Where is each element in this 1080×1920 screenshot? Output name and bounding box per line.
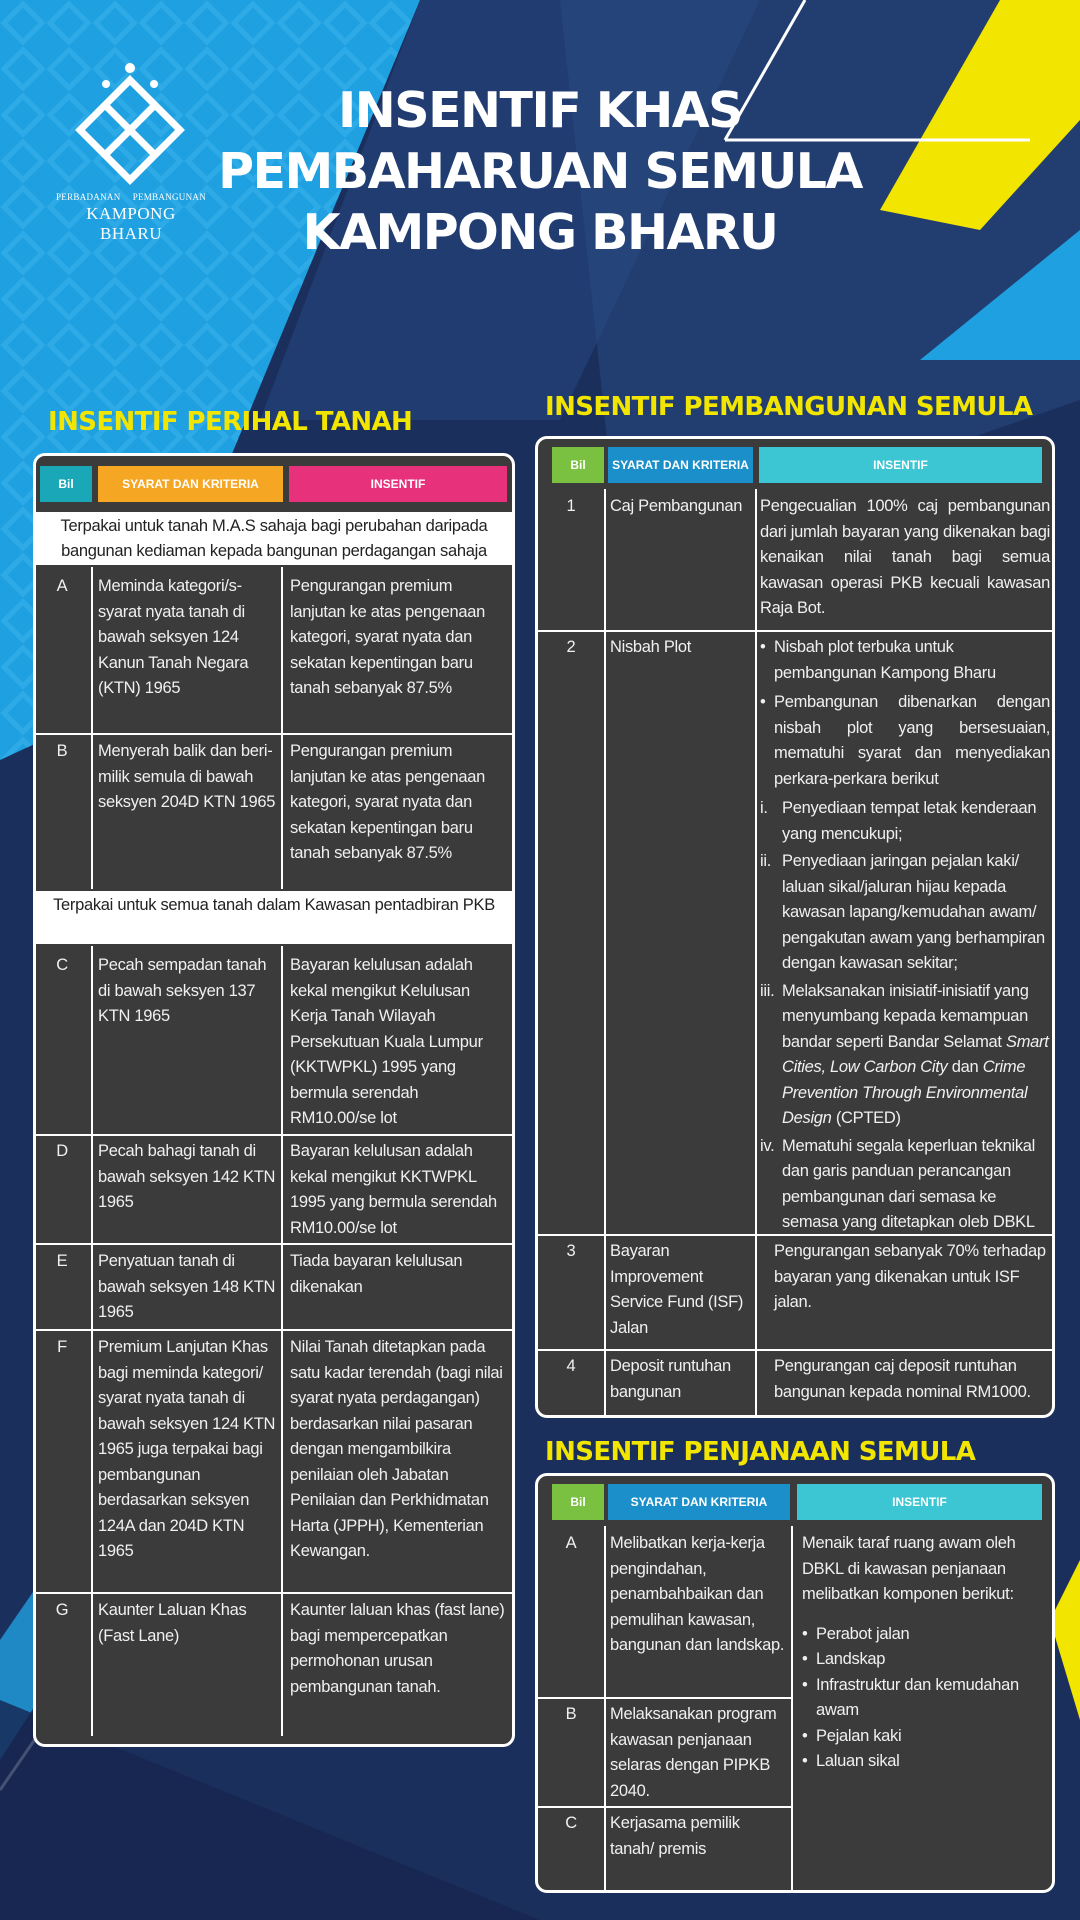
row-a-bil: A [565, 1534, 577, 1552]
column-line [281, 946, 283, 1736]
divider [538, 630, 1052, 632]
roman-text: Mematuhi segala keperluan teknikal dan garis panduan perancangan pembangunan dari semasa ke semasa yang ditetapkan oleb DBKL [782, 1136, 1036, 1231]
row-c-bil: C [565, 1814, 577, 1832]
column-line [91, 946, 93, 1736]
column-line [791, 1526, 793, 1893]
roman-num: ii. [760, 852, 772, 870]
logo-caption-left: PERBADANAN [56, 192, 121, 202]
divider [36, 1134, 512, 1136]
roman-item-3 [760, 979, 1050, 1132]
nisbah-bullets [760, 635, 1050, 792]
row-d-syarat: Pecah bahagi tanah di bawah seksyen 142 KTN 1965 [98, 1142, 276, 1211]
row-g-insentif: Kaunter laluan khas (fast lane) bagi mempercepatkan permohonan urusan pembangunan tanah. [290, 1601, 505, 1696]
penjanaan-insentif [802, 1531, 1047, 1775]
roman-item-1 [760, 796, 1050, 847]
column-line [281, 567, 283, 889]
divider [36, 1592, 512, 1594]
row-d-insentif: Bayaran kelulusan adalah kekal mengikut KKTWPKL 1995 yang bermula serendah RM10.00/se lot [290, 1142, 497, 1237]
row-4-syarat: Deposit runtuhan bangunan [610, 1357, 731, 1401]
insentif-item: • Landskap [802, 1647, 1047, 1673]
row-4-insentif: Pengurangan caj deposit runtuhan bangunan kepada nominal RM1000. [774, 1357, 1031, 1401]
title-line-3: KAMPONG BHARU [302, 204, 778, 261]
divider [36, 1329, 512, 1331]
insentif-item: • Pejalan kaki [802, 1724, 1047, 1750]
row-d-bil: D [56, 1142, 68, 1160]
row-c-bil: C [56, 956, 68, 974]
nisbah-bullet-2: • Pembangunan dibenarkan dengan nisbah plot yang bersesuaian, mematuhi syarat dan menyediakan perkara-perkara berikut [760, 690, 1050, 792]
row-b-bil: B [565, 1705, 577, 1723]
divider [538, 1234, 1052, 1236]
row-e-bil: E [56, 1252, 68, 1270]
logo-caption-right: PEMBANGUNAN [132, 192, 206, 202]
row-b-insentif: Pengurangan premium lanjutan ke atas pengenaan kategori, syarat nyata dan sekatan kepentingan baru tanah sebanyak 87.5% [290, 742, 485, 862]
divider [538, 1349, 1052, 1351]
roman-num: iii. [760, 981, 775, 1000]
page-title [200, 80, 880, 263]
roman-item-2 [760, 849, 1050, 977]
column-line [91, 567, 93, 889]
insentif-item: • Perabot jalan [802, 1622, 1047, 1648]
section-title-pembangunan: INSENTIF PEMBANGUNAN SEMULA [545, 392, 1033, 422]
kampong-bharu-logo [50, 50, 210, 230]
penjanaan-insentif-intro: Menaik taraf ruang awam oleh DBKL di kawasan penjanaan melibatkan komponen berikut: [802, 1534, 1016, 1603]
row-c-syarat: Pecah sempadan tanah di bawah seksyen 137 KTN 1965 [98, 956, 267, 1025]
roman-text: Penyediaan jaringan pejalan kaki/ laluan sikal/jaluran hijau kepada kawasan lapang/kemudahan awam/ pengakutan awam yang berhampiran dengan kawasan sekitar; [782, 852, 1045, 972]
roman-text-b: dan [947, 1058, 983, 1076]
band-pkb: Terpakai untuk semua tanah dalam Kawasan pentadbiran PKB [36, 891, 512, 944]
divider [36, 1243, 512, 1245]
logo-caption-line1 [56, 192, 206, 202]
penjanaan-insentif-list [802, 1622, 1047, 1775]
roman-text-italic-1: Smart Cities, Low Carbon City [782, 1032, 1049, 1076]
row-e-insentif: Tiada bayaran kelulusan dikenakan [290, 1252, 463, 1296]
band-mas: Terpakai untuk tanah M.A.S sahaja bagi perubahan daripada bangunan kediaman kepada bangunan perdagangan sahaja [36, 512, 512, 565]
row-3-syarat: Bayaran Improvement Service Fund (ISF) Jalan [610, 1242, 744, 1337]
row-f-bil: F [57, 1338, 67, 1356]
row-1-syarat: Caj Pembangunan [610, 497, 743, 515]
row-a-insentif: Pengurangan premium lanjutan ke atas pengenaan kategori, syarat nyata dan sekatan kepentingan baru tanah sebanyak 87.5% [290, 577, 485, 697]
roman-text-italic-2: Crime Prevention Through Environmental Design [782, 1058, 1028, 1127]
row-3-insentif: Pengurangan sebanyak 70% terhadap bayaran yang dikenakan untuk ISF jalan. [774, 1242, 1046, 1311]
table-pembangunan [535, 436, 1055, 1418]
divider [538, 1697, 792, 1699]
insentif-item: • Laluan sikal [802, 1749, 1047, 1775]
roman-text-a: Melaksanakan inisiatif-inisiatif yang menyumbang kepada kemampuan bandar seperti Bandar Selamat [782, 981, 1029, 1051]
roman-text-c: (CPTED) [831, 1109, 901, 1127]
header-bil: Bil [552, 1484, 604, 1520]
row-e-syarat: Penyatuan tanah di bawah seksyen 148 KTN 1965 [98, 1252, 276, 1321]
title-line-2: PEMBAHARUAN SEMULA [218, 143, 862, 200]
header-bil: Bil [552, 447, 604, 483]
divider [538, 1806, 792, 1808]
nisbah-roman-list [760, 796, 1050, 1236]
roman-text: Penyediaan tempat letak kenderaan yang mencukupi; [782, 799, 1037, 843]
column-line [604, 1526, 606, 1893]
row-2-insentif [760, 635, 1050, 1236]
roman-num: i. [760, 799, 768, 817]
title-line-1: INSENTIF KHAS [338, 82, 742, 139]
row-4-bil: 4 [566, 1357, 576, 1375]
row-b-syarat: Menyerah balik dan beri-milik semula di bawah seksyen 204D KTN 1965 [98, 742, 276, 811]
row-c-insentif: Bayaran kelulusan adalah kekal mengikut Kelulusan Kerja Tanah Wilayah Persekutuan Kuala Lumpur (KKTWPKL) 1995 yang bermula serendah RM10.00/se lot [290, 956, 483, 1127]
section-title-tanah: INSENTIF PERIHAL TANAH [48, 407, 413, 437]
roman-item-4 [760, 1134, 1050, 1236]
row-1-bil: 1 [566, 497, 576, 515]
header-insentif: INSENTIF [797, 1484, 1042, 1520]
row-g-syarat: Kaunter Laluan Khas (Fast Lane) [98, 1601, 247, 1645]
row-2-syarat: Nisbah Plot [610, 638, 692, 656]
header-bil: Bil [40, 466, 92, 502]
roman-num: iv. [760, 1136, 775, 1155]
column-line [755, 489, 757, 1418]
row-a-syarat: Meminda kategori/s-syarat nyata tanah di bawah seksyen 124 Kanun Tanah Negara (KTN) 1965 [98, 577, 249, 697]
insentif-item: • Infrastruktur dan kemudahan awam [802, 1673, 1047, 1724]
row-b-syarat: Melaksanakan program kawasan penjanaan selaras dengan PIPKB 2040. [610, 1705, 777, 1800]
header-insentif: INSENTIF [759, 447, 1042, 483]
row-f-insentif: Nilai Tanah ditetapkan pada satu kadar terendah (bagi nilai syarat nyata perdagangan) berdasarkan nilai pasaran dengan mengambilkira penilaian oleh Jabatan Penilaian dan Perkhidmatan Harta (JPPH), Kementerian Kewangan. [290, 1338, 503, 1560]
logo-caption-line2: KAMPONG BHARU [86, 204, 176, 243]
row-a-syarat: Melibatkan kerja-kerja pengindahan, penambahbaikan dan pemulihan kawasan, bangunan dan landskap. [610, 1534, 785, 1654]
row-c-syarat: Kerjasama pemilik tanah/ premis [610, 1814, 740, 1858]
row-3-bil: 3 [566, 1242, 576, 1260]
header-syarat: SYARAT DAN KRITERIA [608, 447, 753, 483]
row-f-syarat: Premium Lanjutan Khas bagi meminda kategori/ syarat nyata tanah di bawah seksyen 124 KTN 1965 juga terpakai bagi pembangunan berdasarkan seksyen 124A dan 204D KTN 1965 [98, 1338, 276, 1560]
table-penjanaan [535, 1473, 1055, 1893]
header-insentif: INSENTIF [289, 466, 507, 502]
table-tanah [33, 453, 515, 1747]
header-syarat: SYARAT DAN KRITERIA [608, 1484, 790, 1520]
header-syarat: SYARAT DAN KRITERIA [98, 466, 283, 502]
divider [36, 733, 512, 735]
column-line [604, 489, 606, 1418]
row-g-bil: G [55, 1601, 69, 1619]
row-2-bil: 2 [566, 638, 576, 656]
section-title-penjanaan: INSENTIF PENJANAAN SEMULA [545, 1437, 976, 1467]
row-b-bil: B [56, 742, 68, 760]
nisbah-bullet-1: • Nisbah plot terbuka untuk pembangunan Kampong Bharu [760, 635, 1050, 686]
row-1-insentif: Pengecualian 100% caj pembangunan dari jumlah bayaran yang dikenakan bagi kenaikan nilai tanah bagi semua kawasan operasi PKB kecuali kawasan Raja Bot. [760, 497, 1050, 617]
row-a-bil: A [56, 577, 68, 595]
